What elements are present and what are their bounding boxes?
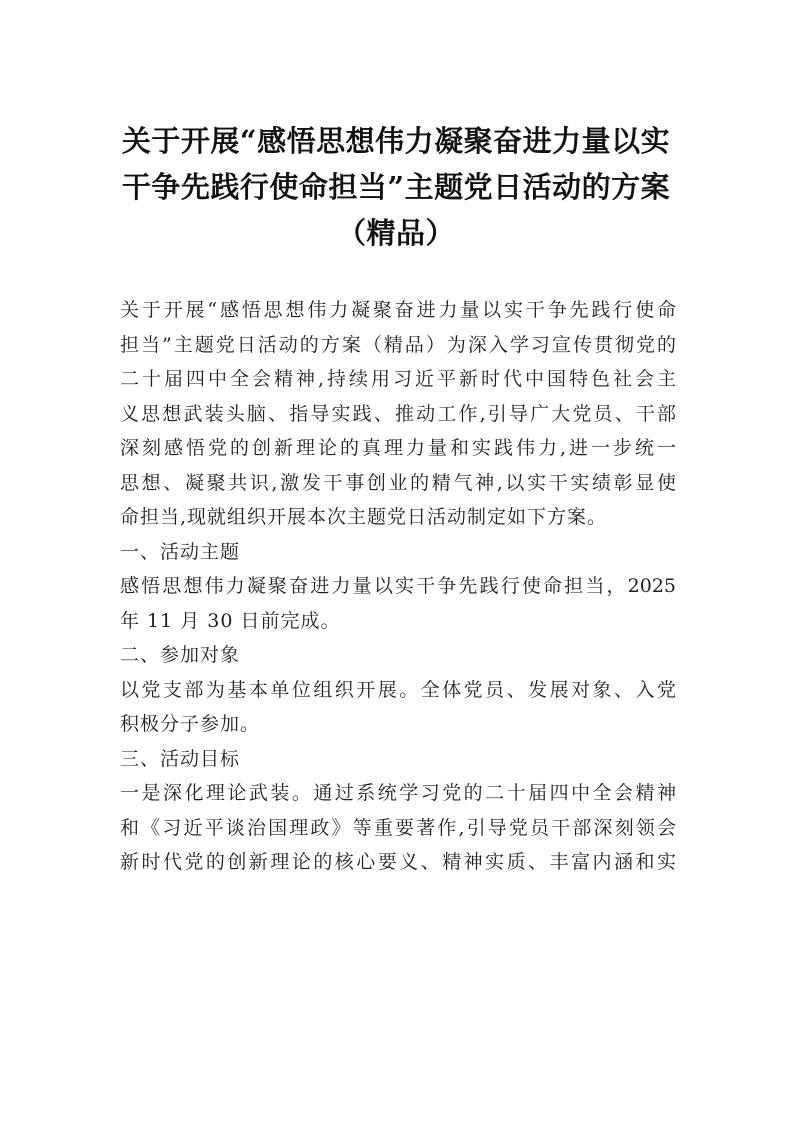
document-body: [120, 293, 676, 880]
title-line: 干争先践行使命担当”主题党日活动的方案: [121, 170, 671, 204]
section-theme-line: 感悟思想伟力凝聚奋进力量以实干争先践行使命担当，2025: [120, 575, 676, 597]
intro-paragraph-line: 命担当,现就组织开展本次主题党日活动制定如下方案。: [120, 506, 608, 528]
document-title: [112, 118, 680, 256]
section-theme-line: 年 11 月 30 日前完成。: [120, 609, 341, 632]
title-line: 关于开展“感悟思想伟力凝聚奋进力量以实: [121, 124, 671, 158]
intro-paragraph-line: 担当”主题党日活动的方案（精品）为深入学习宣传贯彻党的: [120, 333, 676, 356]
intro-paragraph-line: 深刻感悟党的创新理论的真理力量和实践伟力,进一步统一: [120, 437, 676, 459]
intro-paragraph-line: 思想、凝聚共识,激发干事创业的精气神,以实干实绩彰显使: [120, 471, 676, 494]
section-heading-participants: 二、参加对象: [120, 644, 241, 666]
section-heading-goals: 三、活动目标: [120, 747, 241, 770]
intro-paragraph-line: 义思想武装头脑、指导实践、推动工作,引导广大党员、干部: [120, 402, 676, 425]
section-goals-line: 一是深化理论武装。通过系统学习党的二十届四中全会精神: [120, 782, 676, 804]
section-participants-line: 积极分子参加。: [120, 713, 261, 735]
section-goals-line: 新时代党的创新理论的核心要义、精神实质、丰富内涵和实: [120, 851, 676, 873]
intro-paragraph-line: 关于开展“感悟思想伟力凝聚奋进力量以实干争先践行使命: [120, 299, 676, 321]
title-line: （精品）: [336, 216, 455, 250]
intro-paragraph-line: 二十届四中全会精神,持续用习近平新时代中国特色社会主: [120, 368, 676, 390]
section-heading-theme: 一、活动主题: [120, 540, 241, 563]
section-participants-line: 以党支部为基本单位组织开展。全体党员、发展对象、入党: [120, 678, 676, 701]
section-goals-line: 和《习近平谈治国理政》等重要著作,引导党员干部深刻领会: [120, 816, 676, 839]
